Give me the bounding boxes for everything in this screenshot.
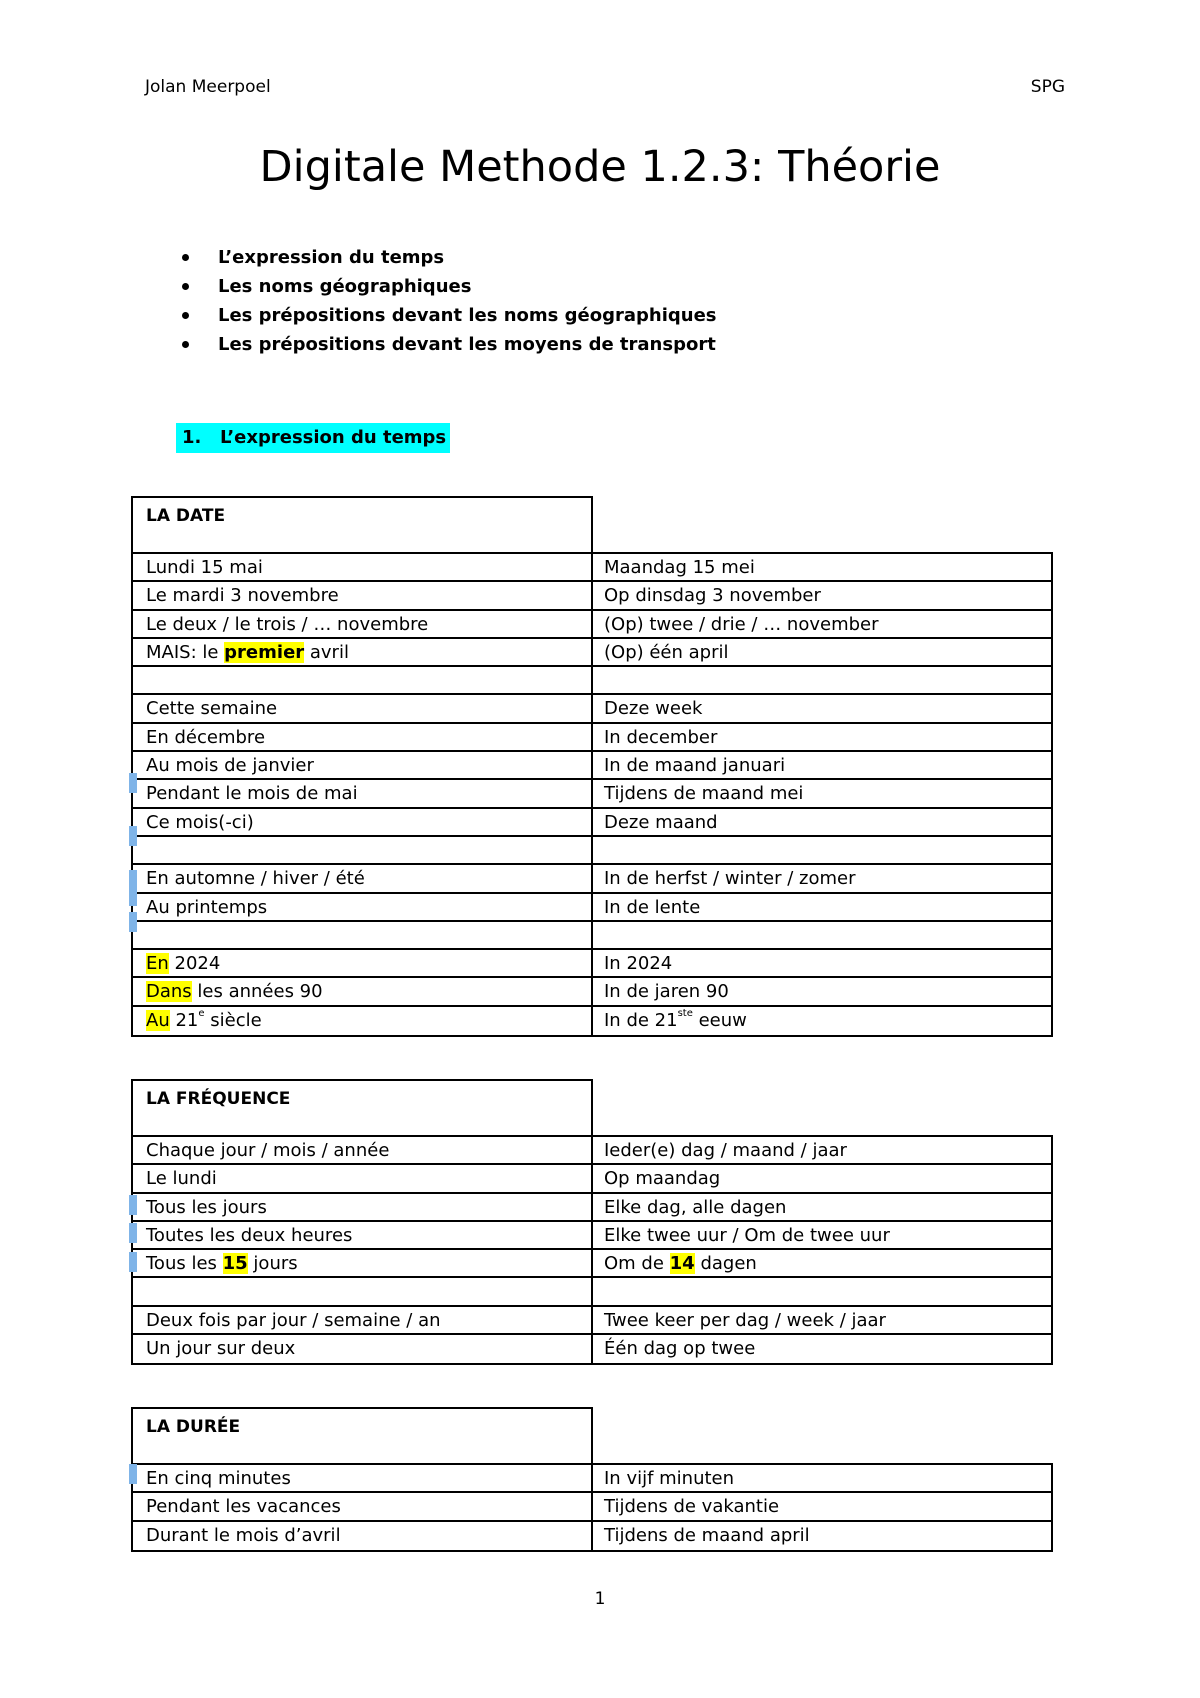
dutch-cell: Elke dag, alle dagen [604,1196,787,1218]
table-row-empty [133,922,1051,950]
dutch-cell: In 2024 [604,953,673,975]
topic-item [176,272,717,301]
french-cell: En automne / hiver / été [133,865,593,891]
table-heading-cell [131,1079,593,1135]
dutch-cell: Op maandag [604,1168,721,1190]
dutch-cell: Twee keer per dag / week / jaar [604,1309,886,1331]
dutch-cell: In vijf minuten [604,1468,735,1489]
topic-label: Les prépositions devant les moyens de transport [218,334,716,355]
header-author: Jolan Meerpoel [145,77,271,97]
document-title: Digitale Methode 1.2.3: Théorie [259,142,941,192]
dutch-cell: Tijdens de vakantie [604,1496,780,1518]
selection-mark [129,1464,137,1484]
french-cell: Toutes les deux heures [133,1222,593,1248]
dutch-cell [593,1007,1051,1035]
dutch-cell: Elke twee uur / Om de twee uur [604,1224,890,1246]
highlighted-word: En [146,953,169,975]
table-row [133,1194,1051,1222]
selection-mark [129,1252,137,1272]
french-cell: Cette semaine [133,695,593,721]
dutch-cell: Ieder(e) dag / maand / jaar [604,1140,847,1161]
table-grid [131,1135,1053,1365]
table-row [133,1465,1051,1493]
table-row-empty [133,667,1051,695]
dutch-cell [593,1278,1051,1304]
dutch-cell: Deze maand [604,811,718,833]
french-cell: Deux fois par jour / semaine / an [133,1307,593,1333]
french-cell: Ce mois(-ci) [133,809,593,835]
dutch-cell: (Op) één april [604,641,729,663]
french-cell [133,978,593,1004]
selection-mark [129,1223,137,1243]
section-label: L’expression du temps [220,427,447,448]
table-row [133,582,1051,610]
dutch-cell: In de herfst / winter / zomer [604,868,856,890]
french-cell: Le lundi [133,1165,593,1191]
selection-mark [129,912,137,932]
superscript: ste [677,1007,693,1019]
french-cell: Lundi 15 mai [133,554,593,580]
table-row [133,978,1051,1006]
highlighted-word: Dans [146,981,192,1003]
cell-text: In de 21 [604,1009,678,1031]
table-row-empty [133,1278,1051,1306]
dutch-cell: Tijdens de maand mei [604,783,804,805]
bullet-icon [182,341,189,348]
section-heading [176,423,450,453]
dutch-cell: In december [604,726,718,748]
dutch-cell [593,837,1051,863]
table-grid [131,552,1053,1037]
table-row [133,1335,1051,1363]
selection-mark [129,870,137,906]
table-heading: LA DURÉE [146,1417,241,1437]
cell-text: MAIS: le [146,641,225,663]
table-row [133,752,1051,780]
section-number: 1. [182,427,202,448]
french-cell: Tous les jours [133,1194,593,1220]
page-number: 1 [594,1589,606,1609]
superscript: e [198,1007,205,1019]
topic-item [176,301,717,330]
selection-mark [129,1195,137,1215]
french-cell [133,950,593,976]
table-row [133,639,1051,667]
cell-text: 21 [169,1009,199,1031]
table-grid [131,1463,1053,1552]
topic-item [176,243,717,272]
topic-label: Les noms géographiques [218,276,472,297]
french-cell [133,639,593,665]
table-row [133,554,1051,582]
dutch-cell [593,667,1051,693]
table-row [133,865,1051,893]
table-row [133,894,1051,922]
dutch-cell: Deze week [604,698,703,720]
cell-text: Tous les [146,1253,223,1275]
table-row [133,1165,1051,1193]
header-class: SPG [1030,77,1065,97]
dutch-cell: Op dinsdag 3 november [604,585,821,607]
table-row [133,1307,1051,1335]
table-row [133,780,1051,808]
dutch-cell: In de maand januari [604,755,786,777]
cell-text: eeuw [692,1009,747,1031]
selection-mark [129,826,137,846]
table-row [133,724,1051,752]
table-heading: LA DATE [146,506,226,526]
french-cell [133,667,593,693]
table-la-frequence [131,1079,1053,1365]
cell-text: jours [247,1253,298,1275]
table-row [133,1493,1051,1521]
french-cell: Le deux / le trois / … novembre [133,611,593,637]
table-heading: LA FRÉQUENCE [146,1089,291,1109]
table-row [133,611,1051,639]
bullet-icon [182,283,189,290]
dutch-cell: Tijdens de maand april [604,1524,810,1546]
bullet-icon [182,254,189,261]
table-row [133,1137,1051,1165]
table-row-empty [133,837,1051,865]
french-cell: Un jour sur deux [133,1335,593,1363]
french-cell: Au printemps [133,894,593,920]
topic-item [176,330,717,359]
table-la-date [131,496,1053,1037]
table-row [133,1250,1051,1278]
selection-mark [129,773,137,793]
french-cell [133,1278,593,1304]
french-cell: En cinq minutes [133,1465,593,1491]
dutch-cell: In de lente [604,896,701,918]
table-row [133,809,1051,837]
table-heading-cell [131,496,593,552]
topic-label: L’expression du temps [218,247,445,268]
french-cell: Chaque jour / mois / année [133,1137,593,1163]
table-row [133,1222,1051,1250]
table-row [133,1007,1051,1035]
french-cell: En décembre [133,724,593,750]
dutch-cell [593,1250,1051,1276]
table-row [133,695,1051,723]
highlighted-number: 14 [669,1253,695,1275]
cell-text: dagen [694,1253,757,1275]
dutch-cell: (Op) twee / drie / … november [604,613,879,635]
table-row [133,950,1051,978]
topic-list [176,243,717,359]
highlighted-word: premier [224,641,305,663]
table-heading-cell [131,1407,593,1463]
cell-text: avril [304,641,349,663]
cell-text: Om de [604,1253,670,1275]
french-cell: Pendant les vacances [133,1493,593,1519]
dutch-cell [593,922,1051,948]
topic-label: Les prépositions devant les noms géographiques [218,305,717,326]
french-cell: Le mardi 3 novembre [133,582,593,608]
cell-text: les années 90 [191,981,323,1003]
dutch-cell: Één dag op twee [604,1338,756,1360]
french-cell [133,922,593,948]
cell-text: siècle [204,1009,262,1031]
highlighted-word: Au [146,1009,170,1031]
french-cell [133,1007,593,1035]
bullet-icon [182,312,189,319]
dutch-cell: In de jaren 90 [604,981,729,1003]
french-cell [133,837,593,863]
french-cell: Durant le mois d’avril [133,1522,593,1550]
highlighted-number: 15 [222,1253,248,1275]
french-cell [133,1250,593,1276]
dutch-cell: Maandag 15 mei [604,557,755,578]
cell-text: 2024 [168,953,221,975]
table-row [133,1522,1051,1550]
table-la-duree [131,1407,1053,1552]
french-cell: Pendant le mois de mai [133,780,593,806]
french-cell: Au mois de janvier [133,752,593,778]
